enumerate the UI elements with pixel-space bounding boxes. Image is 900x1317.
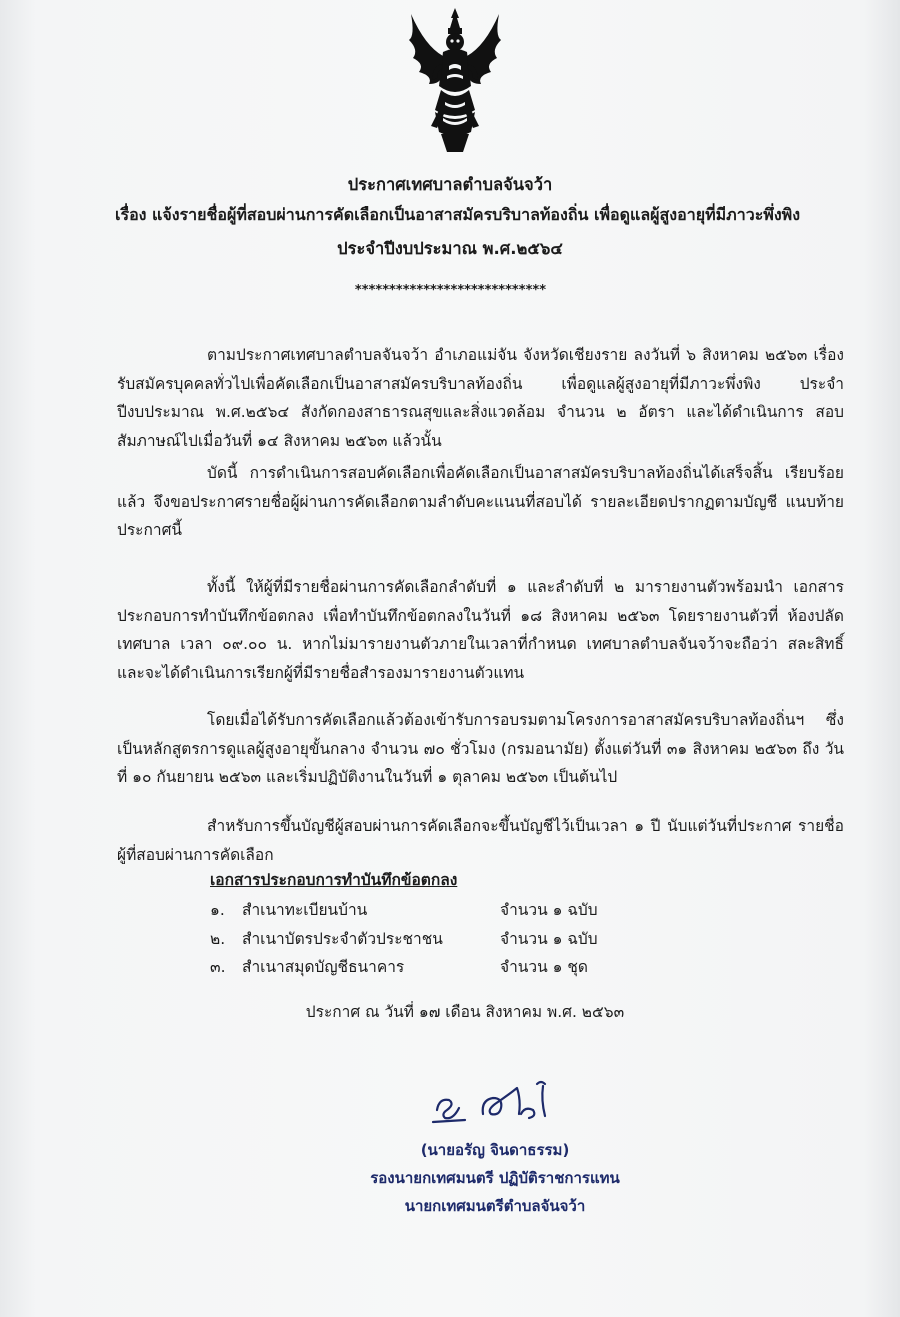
document-item-number: ๓.: [210, 958, 226, 976]
paragraph-4: [117, 706, 844, 792]
document-item: [210, 954, 630, 982]
document-item-name: สำเนาบัตรประจำตัวประชาชน: [242, 930, 443, 948]
paragraph-5: [117, 812, 844, 869]
document-item-name: สำเนาทะเบียนบ้าน: [242, 901, 368, 919]
signer-position: รองนายกเทศมนตรี ปฏิบัติราชการแทน: [370, 1169, 620, 1187]
document-item: [210, 926, 630, 954]
handwritten-signature-icon: [425, 1070, 585, 1130]
paragraph-3-text: ทั้งนี้ ให้ผู้ที่มีรายชื่อผ่านการคัดเลือกลำดับที่ ๑ และลำดับที่ ๒ มารายงานตัวพร้อมนำ เอกสารประกอบการทำบันทึกข้อตกลง เพื่อทำบันทึกข้อตกลงในวันที่ ๑๘ สิงหาคม ๒๕๖๓ โดยรายงานตัวที่ ห้องปลัดเทศบาล เวลา ๐๙.๐๐ น. หากไม่มารายงานตัวภายในเวลาที่กำหนด เทศบาลตำบลจันจว้าจะถือว่า สละสิทธิ์ และจะได้ดำเนินการเรียกผู้ที่มีรายชื่อสำรองมารายงานตัวแทน: [117, 578, 844, 682]
documents-title: เอกสารประกอบการทำบันทึกข้อตกลง: [210, 871, 458, 889]
paragraph-5-text: สำหรับการขึ้นบัญชีผู้สอบผ่านการคัดเลือกจะขึ้นบัญชีไว้เป็นเวลา ๑ ปี นับแต่วันที่ประกาศ รายชื่อผู้ที่สอบผ่านการคัดเลือก: [117, 817, 844, 864]
announcement-subject: เรื่อง แจ้งรายชื่อผู้ที่สอบผ่านการคัดเลือกเป็นอาสาสมัครบริบาลท้องถิ่น เพื่อดูแลผู้สูงอายุที่มีภาวะพึ่งพิง: [115, 205, 801, 224]
paragraph-3: [117, 573, 844, 687]
paragraph-2-text: บัดนี้ การดำเนินการสอบคัดเลือกเพื่อคัดเลือกเป็นอาสาสมัครบริบาลท้องถิ่นได้เสร็จสิ้น เรียบร้อยแล้ว จึงขอประกาศรายชื่อผู้ผ่านการคัดเลือกตามลำดับคะแนนที่สอบได้ รายละเอียดปรากฏตามบัญชี แนบท้ายประกาศนี้: [117, 464, 844, 539]
paragraph-4-text: โดยเมื่อได้รับการคัดเลือกแล้วต้องเข้ารับการอบรมตามโครงการอาสาสมัครบริบาลท้องถิ่นฯ ซึ่ง เป็นหลักสูตรการดูแลผู้สูงอายุขั้นกลาง จำนวน ๗๐ ชั่วโมง (กรมอนามัย) ตั้งแต่วันที่ ๓๑ สิงหาคม ๒๕๖๓ ถึง วันที่ ๑๐ กันยายน ๒๕๖๓ และเริ่มปฏิบัติงานในวันที่ ๑ ตุลาคม ๒๕๖๓ เป็นต้นไป: [117, 711, 844, 786]
document-item-name: สำเนาสมุดบัญชีธนาคาร: [242, 958, 405, 976]
document-item-quantity: จำนวน ๑ ฉบับ: [500, 930, 598, 948]
fiscal-year: ประจำปีงบประมาณ พ.ศ.๒๕๖๔: [337, 239, 563, 258]
document-item: [210, 897, 630, 925]
document-item-quantity: จำนวน ๑ ชุด: [500, 958, 588, 976]
document-item-number: ๑.: [210, 901, 225, 919]
garuda-emblem-icon: [405, 6, 505, 154]
paragraph-1: [117, 341, 844, 455]
document-item-quantity: จำนวน ๑ ฉบับ: [500, 901, 598, 919]
paragraph-2: [117, 459, 844, 545]
announcement-title: ประกาศเทศบาลตำบลจันจว้า: [347, 175, 553, 194]
signer-name: (นายอรัญ จินดาธรรม): [420, 1141, 570, 1159]
separator-line: ****************************: [354, 283, 546, 298]
document-item-number: ๒.: [210, 930, 226, 948]
announcement-date: ประกาศ ณ วันที่ ๑๗ เดือน สิงหาคม พ.ศ. ๒๕๖๓: [305, 1003, 625, 1021]
signer-office: นายกเทศมนตรีตำบลจันจว้า: [404, 1197, 586, 1215]
paragraph-1-text: ตามประกาศเทศบาลตำบลจันจว้า อำเภอแม่จัน จังหวัดเชียงราย ลงวันที่ ๖ สิงหาคม ๒๕๖๓ เรื่อง รับสมัครบุคคลทั่วไปเพื่อคัดเลือกเป็นอาสาสมัครบริบาลท้องถิ่น เพื่อดูแลผู้สูงอายุที่มีภาวะพึ่งพิง ประจำปีงบประมาณ พ.ศ.๒๕๖๔ สังกัดกองสาธารณสุขและสิ่งแวดล้อม จำนวน ๒ อัตรา และได้ดำเนินการ สอบสัมภาษณ์ไปเมื่อวันที่ ๑๔ สิงหาคม ๒๕๖๓ แล้วนั้น: [117, 346, 844, 450]
